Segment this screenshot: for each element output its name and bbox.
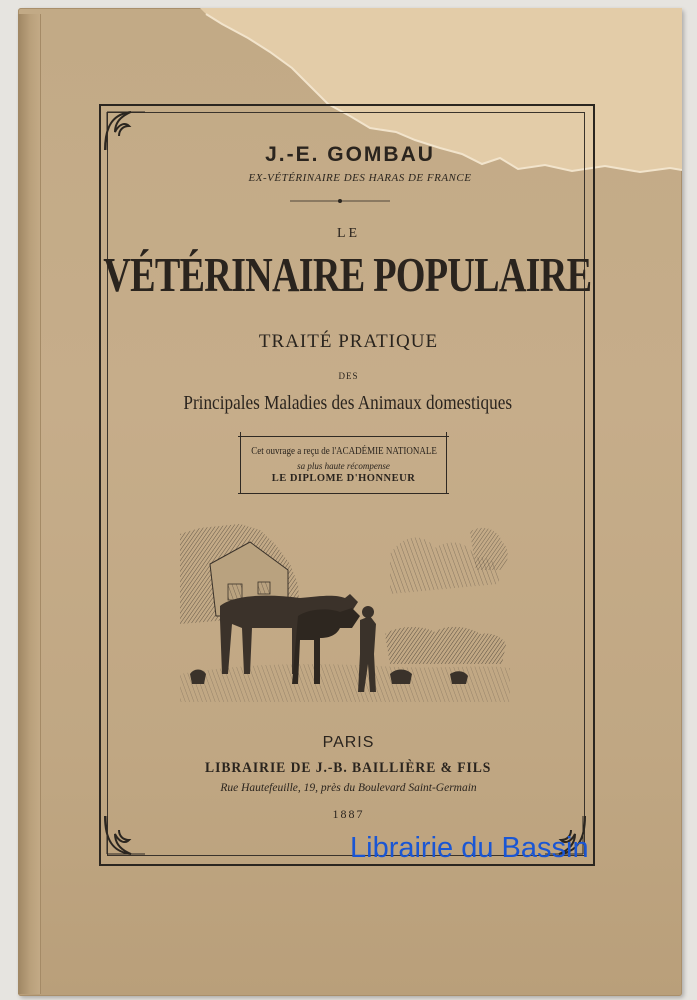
award-line-3: LE DIPLOME D'HONNEUR bbox=[271, 473, 416, 484]
title-conjunction: DES bbox=[338, 371, 359, 381]
author-name: J.-E. GOMBAU bbox=[265, 143, 435, 166]
publication-city: PARIS bbox=[322, 734, 375, 751]
publisher-address: Rue Hautefeuille, 19, près du Boulevard Saint-Germain bbox=[220, 782, 477, 794]
award-line-1: Cet ouvrage a reçu de l'ACADÉMIE NATIONALE bbox=[251, 446, 437, 457]
award-line-2: sa plus haute récompense bbox=[297, 461, 390, 471]
watermark-text: Librairie du Bassin bbox=[350, 832, 589, 864]
farm-engraving-illustration bbox=[180, 524, 510, 702]
publisher-name: LIBRAIRIE DE J.-B. BAILLIÈRE & FILS bbox=[205, 760, 492, 776]
book-subtitle-line2: Principales Maladies des Animaux domestiques bbox=[183, 392, 513, 414]
award-box bbox=[240, 432, 447, 494]
ornament-divider bbox=[290, 197, 390, 205]
author-subtitle: EX-VÉTÉRINAIRE DES HARAS DE FRANCE bbox=[248, 172, 472, 184]
book-spine-edge bbox=[18, 14, 41, 994]
title-article: LE bbox=[336, 226, 361, 241]
book-title: VÉTÉRINAIRE POPULAIRE bbox=[103, 247, 592, 302]
book-subtitle: TRAITÉ PRATIQUE bbox=[258, 331, 439, 352]
publication-year: 1887 bbox=[332, 807, 365, 821]
